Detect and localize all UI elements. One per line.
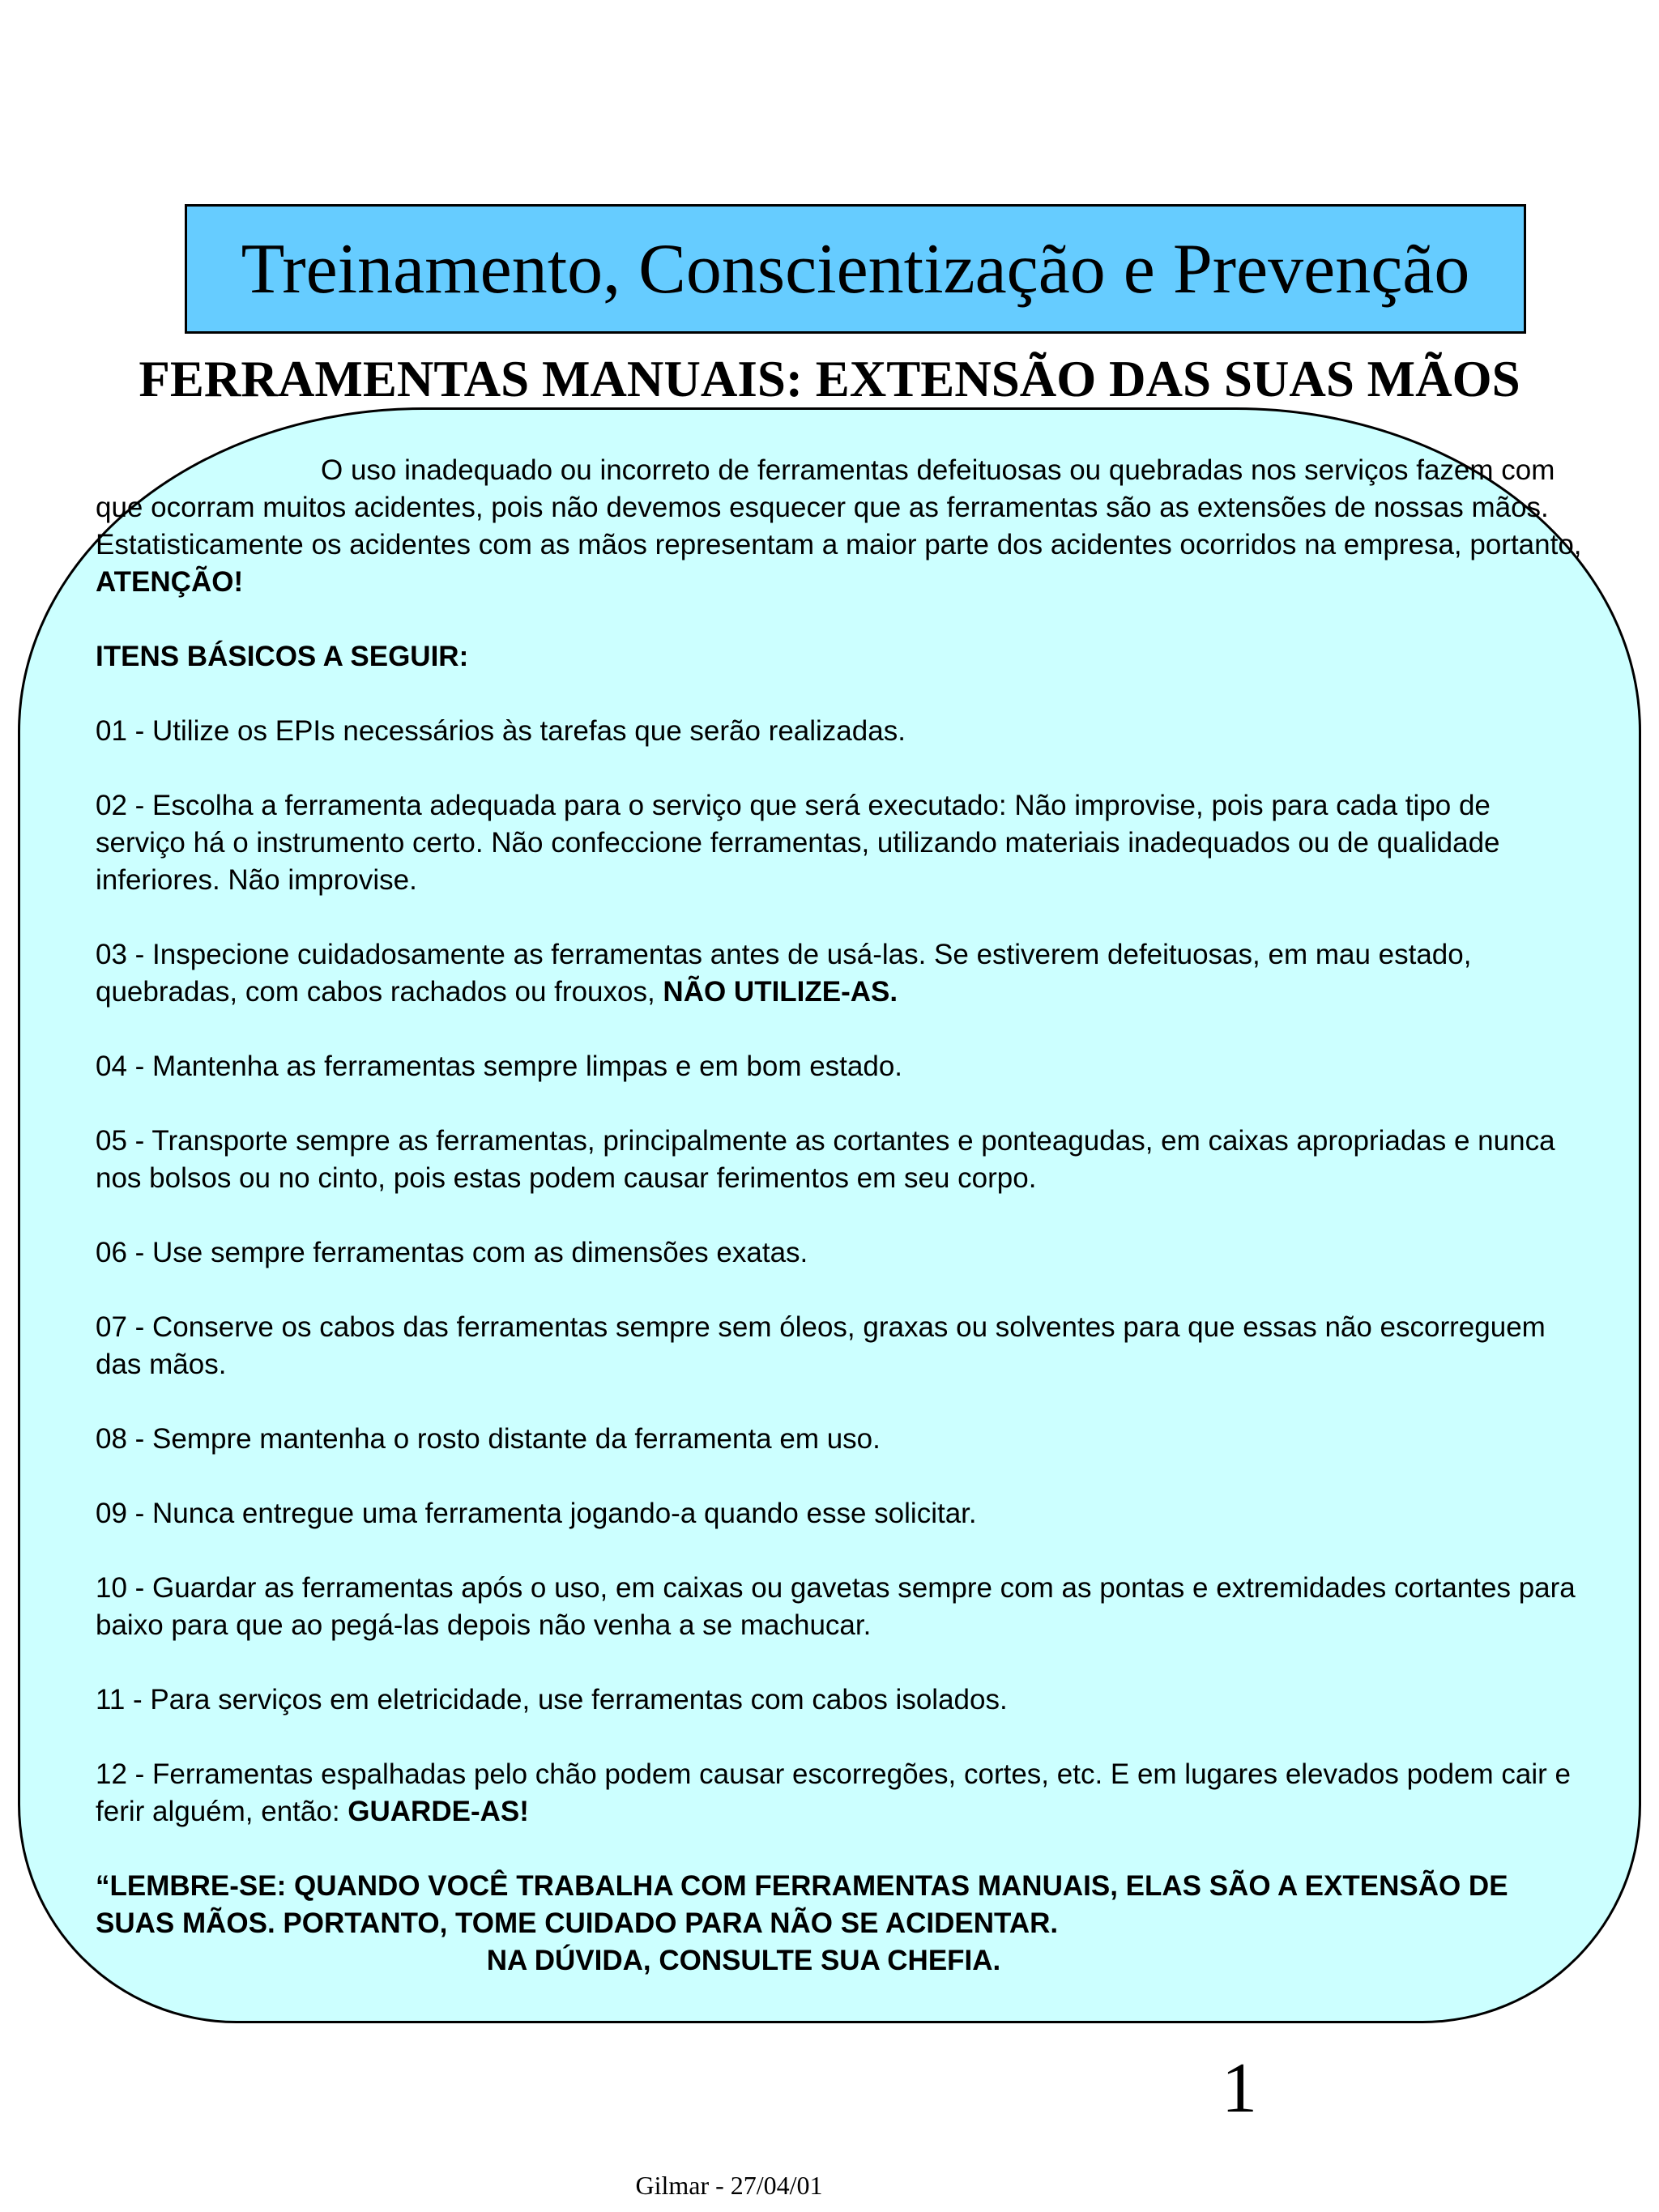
intro-emphasis: ATENÇÃO! [96,566,244,598]
list-item: 07 - Conserve os cabos das ferramentas sempre sem óleos, graxas ou solventes para que essas não escorreguem das mãos. [96,1311,1546,1380]
list-item: 03 - Inspecione cuidadosamente as ferramentas antes de usá-las. Se estiverem defeituosas, em mau estado, quebradas, com cabos rachados ou frouxos, NÃO UTILIZE-AS. [96,939,1472,1008]
page-subtitle: FERRAMENTAS MANUAIS: EXTENSÃO DAS SUAS MÃOS [139,351,1520,407]
list-item: 02 - Escolha a ferramenta adequada para o serviço que será executado: Não improvise, pois para cada tipo de serviço há o instrumento certo. Não confeccione ferramentas, utilizando materiais inadequados ou de qualidade inferiores. Não improvise. [96,790,1500,896]
list-item: 04 - Mantenha as ferramentas sempre limpas e em bom estado. [96,1051,903,1082]
list-item: 09 - Nunca entregue uma ferramenta jogando-a quando esse solicitar. [96,1498,977,1529]
list-item: 12 - Ferramentas espalhadas pelo chão podem causar escorregões, cortes, etc. E em lugares elevados podem cair e ferir alguém, então: GUARDE-AS! [96,1758,1571,1827]
title-box [185,204,1526,334]
list-item: 08 - Sempre mantenha o rosto distante da ferramenta em uso. [96,1423,881,1455]
list-item: 06 - Use sempre ferramentas com as dimensões exatas. [96,1237,808,1268]
reminder-block [96,1868,1586,1980]
list-item: 10 - Guardar as ferramentas após o uso, em caixas ou gavetas sempre com as pontas e extremidades cortantes para baixo para que ao pegá-las depois não venha a se machucar. [96,1572,1576,1641]
page-title: Treinamento, Conscientização e Prevenção [241,229,1470,309]
intro-paragraph [96,452,1586,601]
reminder-closing: NA DÚVIDA, CONSULTE SUA CHEFIA. [486,1945,1001,1976]
page-number: 1 [1222,2049,1257,2128]
list-item: 05 - Transporte sempre as ferramentas, principalmente as cortantes e ponteagudas, em caixas apropriadas e nunca nos bolsos ou no cinto, pois estas podem causar ferimentos em seu corpo. [96,1125,1555,1194]
reminder-text: “LEMBRE-SE: QUANDO VOCÊ TRABALHA COM FERRAMENTAS MANUAIS, ELAS SÃO A EXTENSÃO DE SUAS MÃOS. PORTANTO, TOME CUIDADO PARA NÃO SE ACIDENTAR. [96,1870,1508,1939]
list-item: 11 - Para serviços em eletricidade, use ferramentas com cabos isolados. [96,1684,1008,1715]
footer-author-date: Gilmar - 27/04/01 [635,2171,823,2200]
section-heading: ITENS BÁSICOS A SEGUIR: [96,641,469,672]
intro-text: O uso inadequado ou incorreto de ferramentas defeituosas ou quebradas nos serviços fazem com que ocorram muitos acidentes, pois não devemos esquecer que as ferramentas são as extensões de nossas mãos. Estatisticamente os acidentes com as mãos representam a maior parte dos acidentes ocorridos na empresa, portanto, [96,454,1582,560]
list-item: 01 - Utilize os EPIs necessários às tarefas que serão realizadas. [96,715,906,747]
content-body [96,452,1586,1980]
